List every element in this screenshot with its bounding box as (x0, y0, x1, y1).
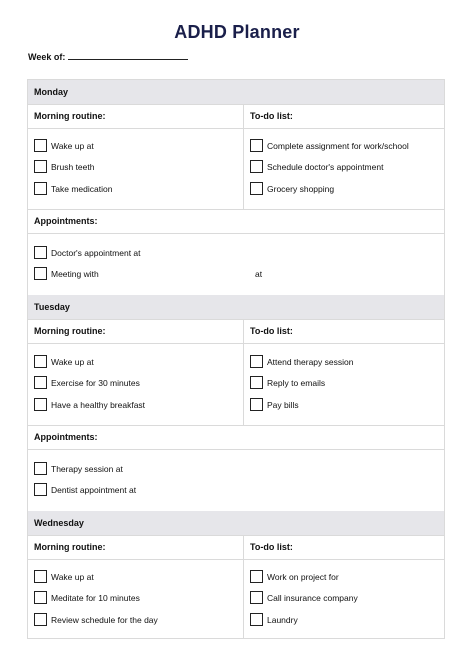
checkbox[interactable] (250, 613, 263, 626)
checkbox[interactable] (250, 160, 263, 173)
checkbox[interactable] (34, 591, 47, 604)
monday-appointments-heading: Appointments: (34, 216, 98, 226)
tuesday-todo-heading: To-do list: (250, 326, 293, 336)
monday-morning-routine-heading: Morning routine: (34, 111, 106, 121)
checkbox[interactable] (34, 139, 47, 152)
week-of-label: Week of: (28, 52, 66, 62)
divider (28, 233, 444, 234)
week-of-blank-line[interactable] (68, 52, 188, 60)
wednesday-todo-heading: To-do list: (250, 542, 293, 552)
checkbox[interactable] (34, 160, 47, 173)
week-of-field[interactable] (28, 52, 188, 62)
checkbox[interactable] (34, 398, 47, 411)
column-divider (243, 104, 244, 209)
divider (28, 449, 444, 450)
day-header-tuesday: Tuesday (28, 295, 444, 319)
checkbox[interactable] (250, 591, 263, 604)
checkbox[interactable] (250, 570, 263, 583)
checkbox[interactable] (250, 355, 263, 368)
checkbox[interactable] (34, 267, 47, 280)
tuesday-appointments-heading: Appointments: (34, 432, 98, 442)
column-divider (243, 535, 244, 639)
divider (28, 343, 444, 344)
page-title: ADHD Planner (174, 22, 300, 42)
divider (28, 559, 444, 560)
tuesday-morning-routine-heading: Morning routine: (34, 326, 106, 336)
checkbox[interactable] (34, 376, 47, 389)
planner-table: Monday Morning routine: To-do list: Wake up at Brush teeth Take medication Complete assignment for work/school Schedule doctor's appointment Grocery shopping Appointments: Doctor's appointment at Meeting with at Tuesday Morning routine: To-do list: Wake up at Exercise for 30 minutes Have a healthy breakfast Attend therapy session Reply to emails Pay bills Appointments: Therapy session at Dentist appointment at Wednesday Morning routine: To-do list: Wake up at Meditate for 10 minutes Review schedule for the day Work on project for Call insurance company Laundry (27, 79, 445, 639)
checkbox[interactable] (34, 182, 47, 195)
divider (28, 128, 444, 129)
column-divider (243, 319, 244, 425)
checkbox[interactable] (250, 376, 263, 389)
monday-appointment-at-label: at (255, 269, 263, 279)
checkbox[interactable] (34, 355, 47, 368)
day-header-monday: Monday (28, 80, 444, 104)
checkbox[interactable] (34, 246, 47, 259)
checkbox[interactable] (34, 462, 47, 475)
wednesday-morning-routine-heading: Morning routine: (34, 542, 106, 552)
checkbox[interactable] (34, 613, 47, 626)
checkbox[interactable] (34, 483, 47, 496)
day-header-wednesday: Wednesday (28, 511, 444, 535)
checkbox[interactable] (34, 570, 47, 583)
checkbox[interactable] (250, 139, 263, 152)
checkbox[interactable] (250, 398, 263, 411)
checkbox[interactable] (250, 182, 263, 195)
monday-todo-heading: To-do list: (250, 111, 293, 121)
